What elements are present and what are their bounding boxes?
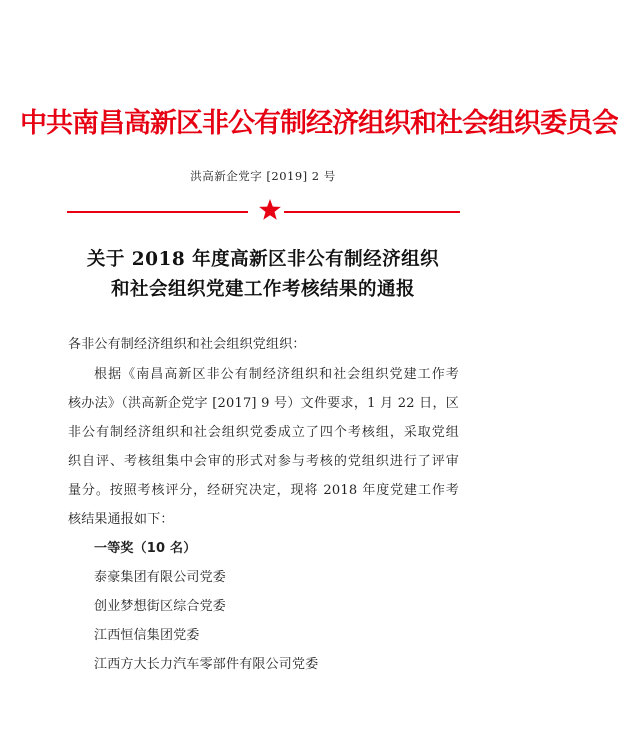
document-title-line-1: 关于 2018 年度高新区非公有制经济组织 [86, 249, 440, 270]
red-divider-left [67, 211, 248, 213]
paragraph-line: 根据《南昌高新区非公有制经济组织和社会组织党建工作考 [94, 367, 459, 382]
document-number: 洪高新企党字 [2019] 2 号 [190, 169, 336, 183]
award-list-item: 江西恒信集团党委 [94, 628, 200, 643]
paragraph-line: 核办法》（洪高新企党字 [2017] 9 号）文件要求，1 月 22 日，区 [68, 396, 459, 411]
red-divider-right [284, 211, 460, 213]
paragraph-line: 织自评、考核组集中会审的形式对参与考核的党组织进行了评审 [68, 454, 459, 469]
award-list-item: 江西方大长力汽车零部件有限公司党委 [94, 657, 319, 672]
paragraph-line: 核结果通报如下： [68, 512, 174, 527]
award-heading: 一等奖（10 名） [94, 541, 197, 556]
document-title-line-2: 和社会组织党建工作考核结果的通报 [110, 279, 415, 300]
organization-header: 中共南昌高新区非公有制经济组织和社会组织委员会 [20, 108, 618, 139]
award-list-item: 泰豪集团有限公司党委 [94, 570, 227, 585]
award-list-item: 创业梦想街区综合党委 [94, 599, 227, 614]
salutation: 各非公有制经济组织和社会组织党组织： [68, 337, 306, 352]
red-star-icon [258, 198, 282, 222]
paragraph-line: 非公有制经济组织和社会组织党委成立了四个考核组，采取党组 [68, 425, 459, 440]
paragraph-line: 量分。按照考核评分，经研究决定，现将 2018 年度党建工作考 [68, 483, 459, 498]
